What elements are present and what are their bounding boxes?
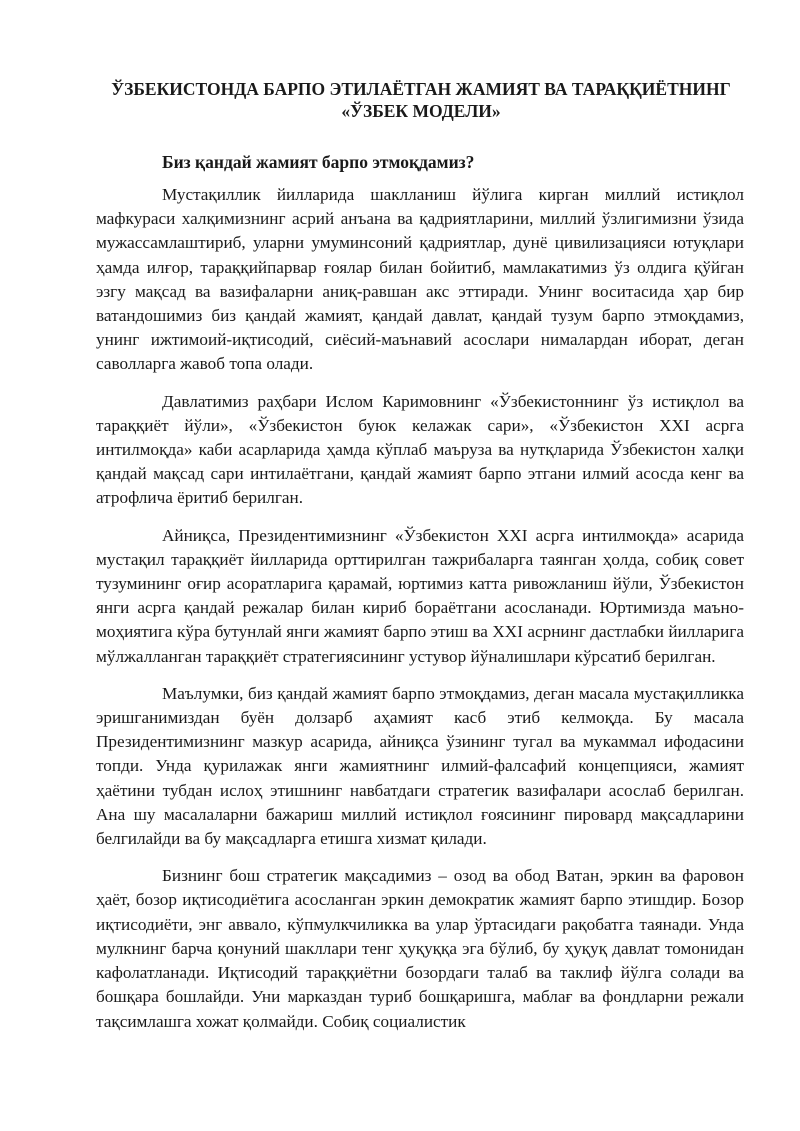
paragraph: Айниқса, Президентимизнинг «Ўзбекистон XXI асрга интилмоқда» асарида мустақил тараққиёт йилларида орттирилган тажрибаларга таянган ҳолда, собиқ совет тузумининг оғир асоратларига қарамай, юртимиз катта ривожланиш йўли, Ўзбекистон янги асрга қандай режалар билан кириб бораётгани асосланади. Юртимизда маъно-моҳиятига кўра бутунлай янги жамият барпо этиш ва XXI асрнинг дастлабки йилларига мўлжалланган тараққиёт стратегиясининг устувор йўналишлари кўрсатиб берилган. (96, 525, 744, 666)
section-heading: Биз қандай жамият барпо этмоқдамиз? (162, 152, 475, 172)
document-body (96, 183, 744, 1047)
page-title (96, 78, 746, 122)
paragraph: Бизнинг бош стратегик мақсадимиз – озод ва обод Ватан, эркин ва фаровон ҳаёт, бозор иқтисодиётига асосланган эркин демократик жамият барпо этишдир. Бозор иқтисодиёти, энг аввало, кўпмулкчиликка ва улар ўртасидаги рақобатга таянади. Унда мулкнинг барча қонуний шакллари тенг ҳуқуққа эга бўлиб, бу ҳуқуқ давлат томонидан кафолатланади. Иқтисодий тараққиётни бозордаги талаб ва таклиф йўлга солади ва бошқара бошлайди. Уни марказдан туриб бошқаришга, маблағ ва фондларни режали тақсимлашга хожат қолмайди. Собиқ социалистик (96, 866, 744, 1031)
title-line-2: «ЎЗБЕК МОДЕЛИ» (341, 101, 501, 121)
title-line-1: ЎЗБЕКИСТОНДА БАРПО ЭТИЛАЁТГАН ЖАМИЯТ ВА ТАРАҚҚИЁТНИНГ (111, 79, 731, 99)
paragraph: Маълумки, биз қандай жамият барпо этмоқдамиз, деган масала мустақилликка эришганимиздан буён долзарб аҳамият касб этиб келмоқда. Бу масала Президентимизнинг мазкур асарида, айниқса ўзининг тугал ва мукаммал ифодасини топди. Унда қурилажак янги жамиятнинг илмий-фалсафий концепцияси, жамият ҳаётини тубдан ислоҳ этишнинг навбатдаги стратегик вазифалари асослаб берилган. Ана шу масалаларни бажариш миллий истиқлол ғоясининг пировард мақсадларини белгилайди ва бу мақсадларга етишга хизмат қилади. (96, 683, 744, 849)
paragraph: Мустақиллик йилларида шаклланиш йўлига кирган миллий истиқлол мафкураси халқимизнинг асрий анъана ва қадриятларини, миллий ўзлигимизни ўзида мужассамлаштириб, уларни умуминсоний қадриятлар, дунё цивилизацияси ютуқлари ҳамда илғор, тараққийпарвар ғоялар билан бойитиб, мамлакатимиз ўз олдига қўйган эзгу мақсад ва вазифаларни аниқ-равшан акс эттиради. Унинг воситасида ҳар бир ватандошимиз биз қандай жамият, қандай давлат, қандай тузум барпо этмоқдамиз, унинг ижтимоий-иқтисодий, сиёсий-маънавий асослари нималардан иборат, деган саволларга жавоб топа олади. (96, 185, 744, 374)
paragraph: Давлатимиз раҳбари Ислом Каримовнинг «Ўзбекистоннинг ўз истиқлол ва тараққиёт йўли», «Ўзбекистон буюк келажак сари», «Ўзбекистон XXI асрга интилмоқда» каби асарларида ҳамда кўплаб маъруза ва нутқларида Ўзбекистон халқи қандай мақсад сари интилаётгани, қандай жамият барпо этгани илмий асосда кенг ва атрофлича ёритиб берилган. (96, 391, 744, 508)
